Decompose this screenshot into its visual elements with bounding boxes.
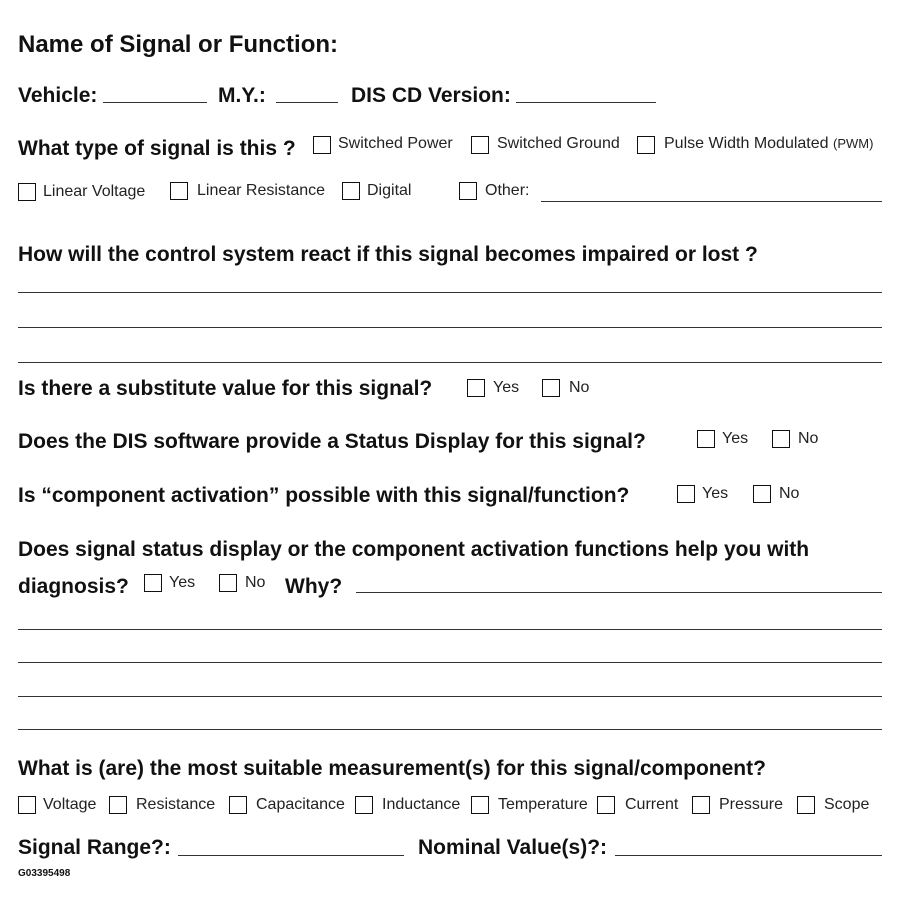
vehicle-field[interactable] [103, 102, 207, 103]
answer-line[interactable] [18, 327, 882, 328]
pwm-checkbox[interactable] [637, 136, 655, 154]
answer-line[interactable] [18, 729, 882, 730]
substitute-question: Is there a substitute value for this signal? [18, 377, 433, 400]
nominal-value-label: Nominal Value(s)?: [418, 836, 608, 859]
activation-question: Is “component activation” possible with this signal/function? [18, 484, 630, 507]
measurement-question: What is (are) the most suitable measurement(s) for this signal/component? [18, 757, 766, 780]
signal-range-field[interactable] [178, 855, 404, 856]
digital-label: Digital [367, 182, 412, 199]
form-title: Name of Signal or Function: [18, 31, 339, 58]
linear-voltage-checkbox[interactable] [18, 183, 36, 201]
linear-voltage-label: Linear Voltage [43, 183, 146, 200]
diagnosis-yes-checkbox[interactable] [144, 574, 162, 592]
linear-resistance-label: Linear Resistance [197, 182, 326, 199]
document-id: G03395498 [18, 868, 71, 879]
switched-power-checkbox[interactable] [313, 136, 331, 154]
diagnosis-yes-label: Yes [169, 574, 196, 591]
switched-power-label: Switched Power [338, 135, 453, 152]
pwm-label [664, 135, 873, 153]
model-year-label: M.Y.: [218, 84, 266, 107]
digital-checkbox[interactable] [342, 182, 360, 200]
other-checkbox[interactable] [459, 182, 477, 200]
diagnosis-no-label: No [245, 574, 266, 591]
why-label: Why? [285, 575, 343, 598]
other-label: Other: [485, 182, 530, 199]
temperature-checkbox[interactable] [471, 796, 489, 814]
status-display-question: Does the DIS software provide a Status Display for this signal? [18, 430, 646, 453]
switched-ground-checkbox[interactable] [471, 136, 489, 154]
diagnosis-question-line2: diagnosis? [18, 575, 129, 598]
linear-resistance-checkbox[interactable] [170, 182, 188, 200]
scope-checkbox[interactable] [797, 796, 815, 814]
status-display-yes-checkbox[interactable] [697, 430, 715, 448]
nominal-value-field[interactable] [615, 855, 882, 856]
inductance-label: Inductance [382, 796, 461, 813]
substitute-no-label: No [569, 379, 590, 396]
answer-line[interactable] [18, 662, 882, 663]
activation-yes-checkbox[interactable] [677, 485, 695, 503]
why-field[interactable] [356, 592, 882, 593]
status-display-yes-label: Yes [722, 430, 749, 447]
inductance-checkbox[interactable] [355, 796, 373, 814]
resistance-label: Resistance [136, 796, 216, 813]
activation-no-label: No [779, 485, 800, 502]
current-label: Current [625, 796, 679, 813]
answer-line[interactable] [18, 292, 882, 293]
substitute-yes-checkbox[interactable] [467, 379, 485, 397]
substitute-no-checkbox[interactable] [542, 379, 560, 397]
pwm-abbr: (PWM) [832, 136, 874, 151]
other-field[interactable] [541, 201, 882, 202]
dis-version-field[interactable] [516, 102, 656, 103]
signal-range-label: Signal Range?: [18, 836, 171, 859]
pwm-text: Pulse Width Modulated [664, 135, 829, 152]
impaired-question: How will the control system react if this signal becomes impaired or lost ? [18, 243, 758, 266]
status-display-no-label: No [798, 430, 819, 447]
resistance-checkbox[interactable] [109, 796, 127, 814]
status-display-no-checkbox[interactable] [772, 430, 790, 448]
current-checkbox[interactable] [597, 796, 615, 814]
capacitance-label: Capacitance [256, 796, 345, 813]
signal-type-question: What type of signal is this ? [18, 137, 296, 160]
switched-ground-label: Switched Ground [497, 135, 620, 152]
temperature-label: Temperature [498, 796, 588, 813]
vehicle-label: Vehicle: [18, 84, 98, 107]
activation-yes-label: Yes [702, 485, 729, 502]
answer-line[interactable] [18, 696, 882, 697]
voltage-checkbox[interactable] [18, 796, 36, 814]
substitute-yes-label: Yes [493, 379, 520, 396]
diagnosis-no-checkbox[interactable] [219, 574, 237, 592]
capacitance-checkbox[interactable] [229, 796, 247, 814]
model-year-field[interactable] [276, 102, 338, 103]
dis-version-label: DIS CD Version: [351, 84, 511, 107]
pressure-label: Pressure [719, 796, 784, 813]
answer-line[interactable] [18, 629, 882, 630]
scope-label: Scope [824, 796, 870, 813]
pressure-checkbox[interactable] [692, 796, 710, 814]
activation-no-checkbox[interactable] [753, 485, 771, 503]
voltage-label: Voltage [43, 796, 97, 813]
diagnosis-question-line1: Does signal status display or the component activation functions help you with [18, 538, 810, 561]
answer-line[interactable] [18, 362, 882, 363]
